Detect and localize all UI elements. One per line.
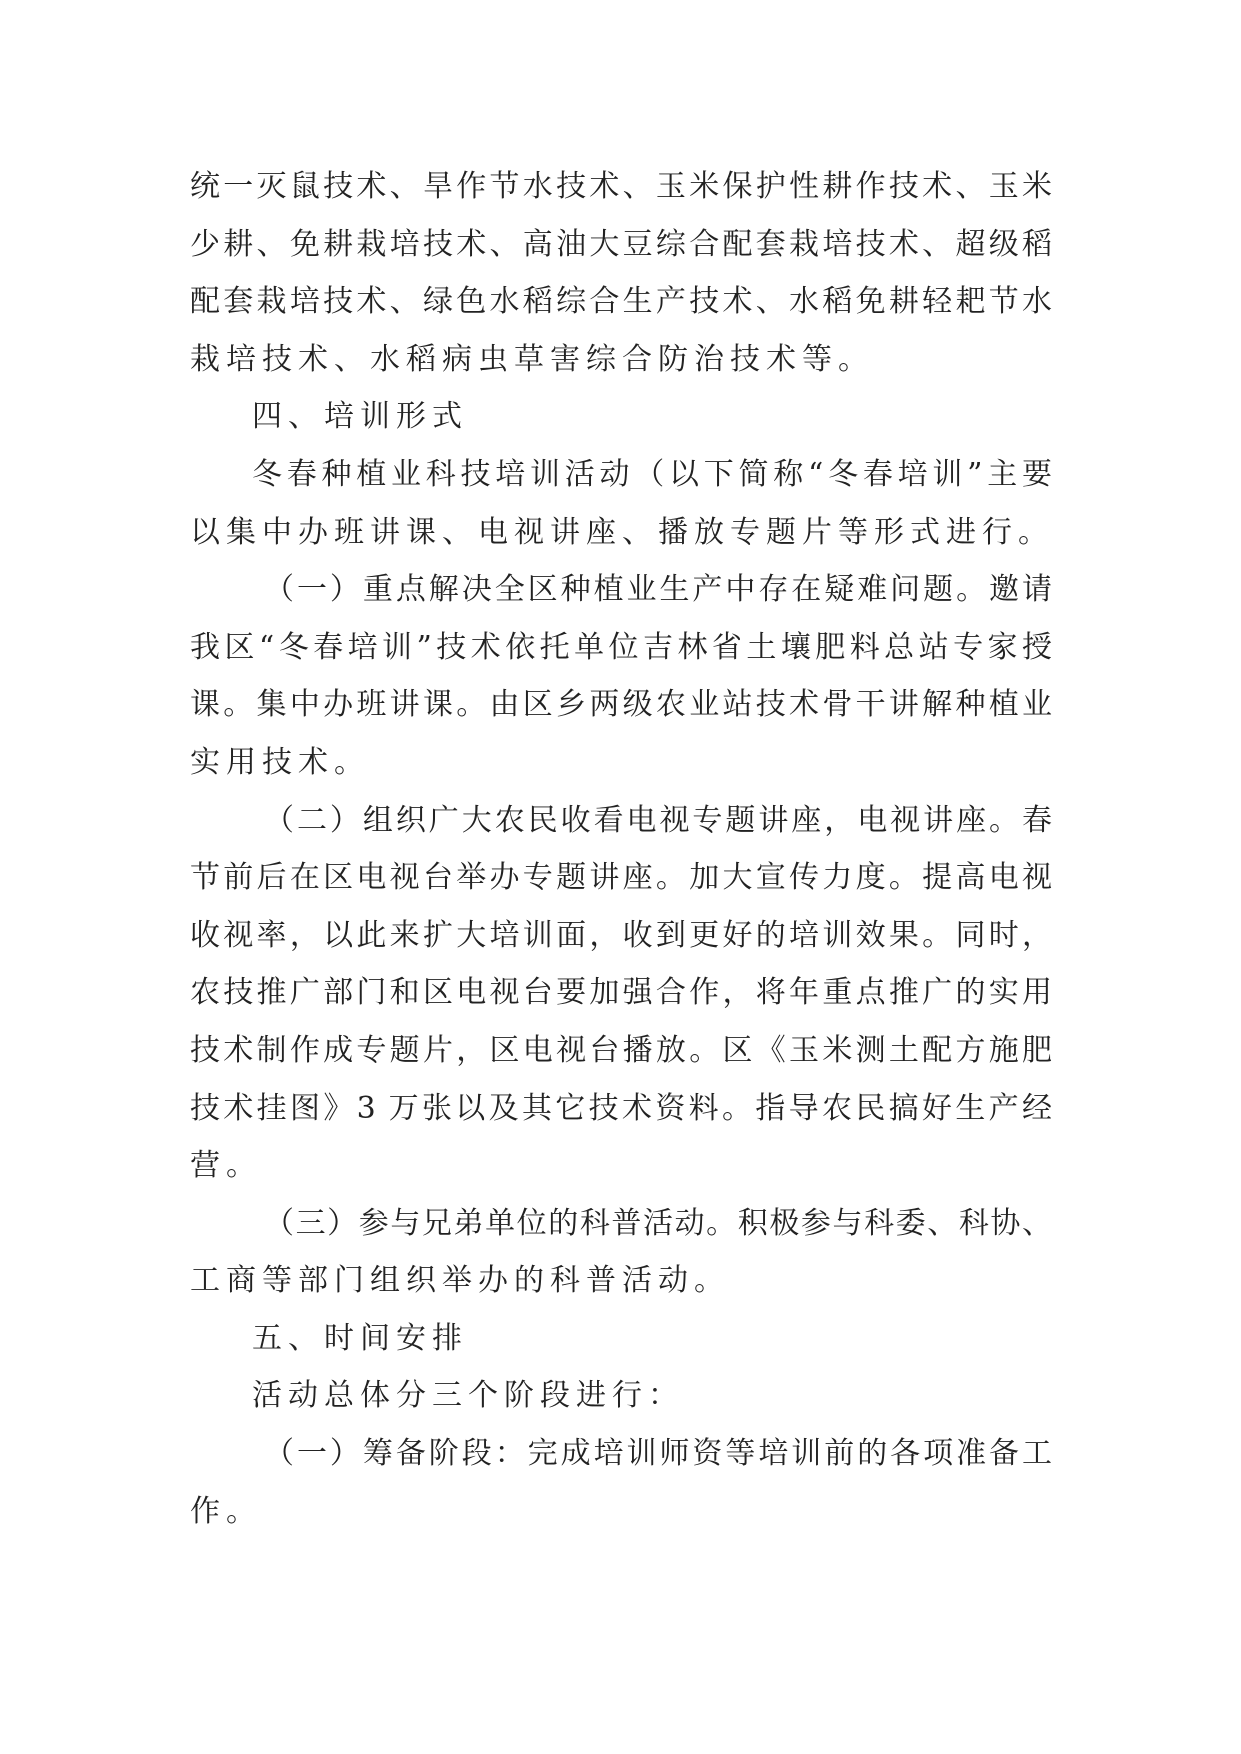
- body-line: 节前后在区电视台举办专题讲座。加大宣传力度。提高电视: [190, 860, 1052, 896]
- body-line: 工商等部门组织举办的科普活动。: [190, 1263, 730, 1299]
- body-line: 配套栽培技术、绿色水稻综合生产技术、水稻免耕轻耙节水: [190, 284, 1052, 320]
- body-line: 我区“冬春培训”技术依托单位吉林省土壤肥料总站专家授: [190, 629, 1052, 665]
- body-line: 营。: [190, 1148, 262, 1184]
- section-heading: 四、培训形式: [252, 399, 468, 435]
- body-line: 农技推广部门和区电视台要加强合作，将年重点推广的实用: [190, 975, 1052, 1011]
- document-page: [190, 158, 1052, 1540]
- body-line: 统一灭鼠技术、旱作节水技术、玉米保护性耕作技术、玉米: [190, 169, 1052, 204]
- paragraph-first-line: 冬春种植业科技培训活动（以下简称“冬春培训”主要: [252, 456, 1052, 492]
- body-line: 作。: [190, 1493, 262, 1529]
- body-line: 以集中办班讲课、电视讲座、播放专题片等形式进行。: [190, 514, 1054, 550]
- body-line: 技术挂图》3 万张以及其它技术资料。指导农民搞好生产经: [190, 1090, 1052, 1126]
- body-line: 少耕、免耕栽培技术、高油大豆综合配套栽培技术、超级稻: [190, 226, 1052, 262]
- paragraph-first-line: 活动总体分三个阶段进行：: [252, 1378, 684, 1414]
- body-line: 技术制作成专题片，区电视台播放。区《玉米测土配方施肥: [190, 1032, 1052, 1068]
- paragraph-first-line: （二）组织广大农民收看电视专题讲座，电视讲座。春: [264, 802, 1052, 838]
- paragraph-first-line: （一）重点解决全区种植业生产中存在疑难问题。邀请: [264, 572, 1052, 608]
- body-line: 栽培技术、水稻病虫草害综合防治技术等。: [190, 341, 874, 377]
- paragraph-first-line: （三）参与兄弟单位的科普活动。积极参与科委、科协、: [264, 1205, 1052, 1241]
- body-line: 收视率，以此来扩大培训面，收到更好的培训效果。同时，: [190, 917, 1052, 953]
- body-line: 课。集中办班讲课。由区乡两级农业站技术骨干讲解种植业: [190, 687, 1052, 723]
- section-heading: 五、时间安排: [252, 1320, 468, 1356]
- paragraph-first-line: （一）筹备阶段：完成培训师资等培训前的各项准备工: [264, 1436, 1052, 1472]
- body-line: 实用技术。: [190, 744, 370, 780]
